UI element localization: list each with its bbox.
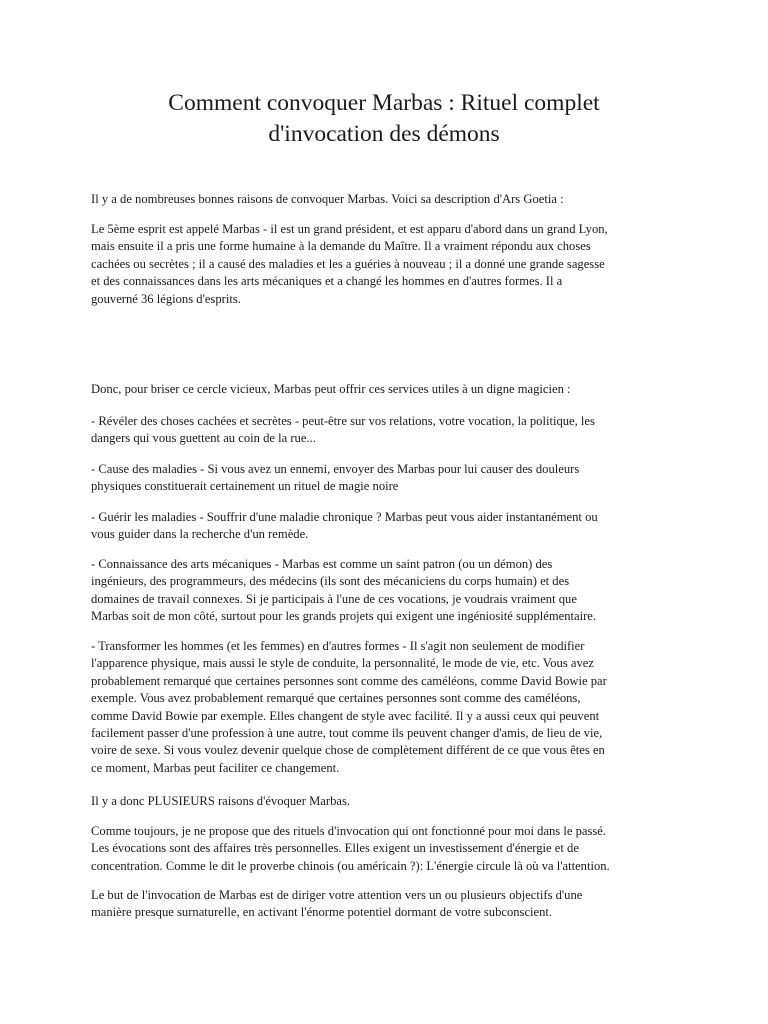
goal-of-invocation: Le but de l'invocation de Marbas est de diriger votre attention vers un ou plusieurs objectifs d'une manière presque surnaturelle, en activant l'énorme potentiel dormant de votre subconscient. xyxy=(91,888,583,920)
service-heal-disease: - Guérir les maladies - Souffrir d'une maladie chronique ? Marbas peut vous aider instantanément ou vous guider dans la recherche d'un remède. xyxy=(91,510,598,542)
service-mechanical-arts: - Connaissance des arts mécaniques - Marbas est comme un saint patron (ou un démon) des ingénieurs, des programmeurs, des médecins (ils sont des mécaniciens du corps humain) et des domaines de travail connexes. Si je participais à l'une de ces vocations, je voudrais vraiment que Marbas soit de mon côté, surtout pour les grands projets qui exigent une ingéniosité supplémentaire. xyxy=(91,557,597,624)
as-always: Comme toujours, je ne propose que des rituels d'invocation qui ont fonctionné pour moi dans le passé. Les évocations sont des affaires très personnelles. Elles exigent un investissement d'énergie et de concentration. Comme le dit le proverbe chinois (ou américain ?): L'énergie circule là où va l'attention. xyxy=(91,824,610,873)
service-cause-disease: - Cause des maladies - Si vous avez un ennemi, envoyer des Marbas pour lui causer des douleurs physiques constituerait certainement un rituel de magie noire xyxy=(91,462,580,494)
service-reveal-secrets: - Révéler des choses cachées et secrètes - peut-être sur vos relations, votre vocation, la politique, les dangers qui vous guettent au coin de la rue... xyxy=(91,414,595,446)
service-transform: - Transformer les hommes (et les femmes) en d'autres formes - Il s'agit non seulement de modifier l'apparence physique, mais aussi le style de conduite, la personnalité, le mode de vie, etc. Vous avez probablement remarqué que certaines personnes sont comme des caméléons, comme David Bowie par exemple. Vous avez probablement remarqué que certaines personnes sont comme des caméléons, comme David Bowie par exemple. Elles changent de style avec facilité. Il y a aussi ceux qui peuvent facilement passer d'une profession à une autre, tout comme ils peuvent changer d'amis, de lieu de vie, voire de sexe. Si vous voulez devenir quelque chose de complètement différent de ce que vous êtes en ce moment, Marbas peut faciliter ce changement. xyxy=(91,639,607,775)
title-line-2: d'invocation des démons xyxy=(268,121,500,147)
page-title xyxy=(60,88,708,150)
title-line-1: Comment convoquer Marbas : Rituel complet xyxy=(168,90,600,116)
services-intro: Donc, pour briser ce cercle vicieux, Marbas peut offrir ces services utiles à un digne magicien : xyxy=(91,382,571,396)
ars-goetia-description: Le 5ème esprit est appelé Marbas - il est un grand président, et est apparu d'abord dans un grand Lyon, mais ensuite il a pris une forme humaine à la demande du Maître. Il a vraiment répondu aux choses cachées ou secrètes ; il a causé des maladies et les a guéries à nouveau ; il a donné une grande sagesse et des connaissances dans les arts mécaniques et a changé les hommes en d'autres formes. Il a gouverné 36 légions d'esprits. xyxy=(91,222,608,306)
many-reasons: Il y a donc PLUSIEURS raisons d'évoquer Marbas. xyxy=(91,794,351,808)
intro-paragraph: Il y a de nombreuses bonnes raisons de convoquer Marbas. Voici sa description d'Ars Goetia : xyxy=(91,192,564,206)
